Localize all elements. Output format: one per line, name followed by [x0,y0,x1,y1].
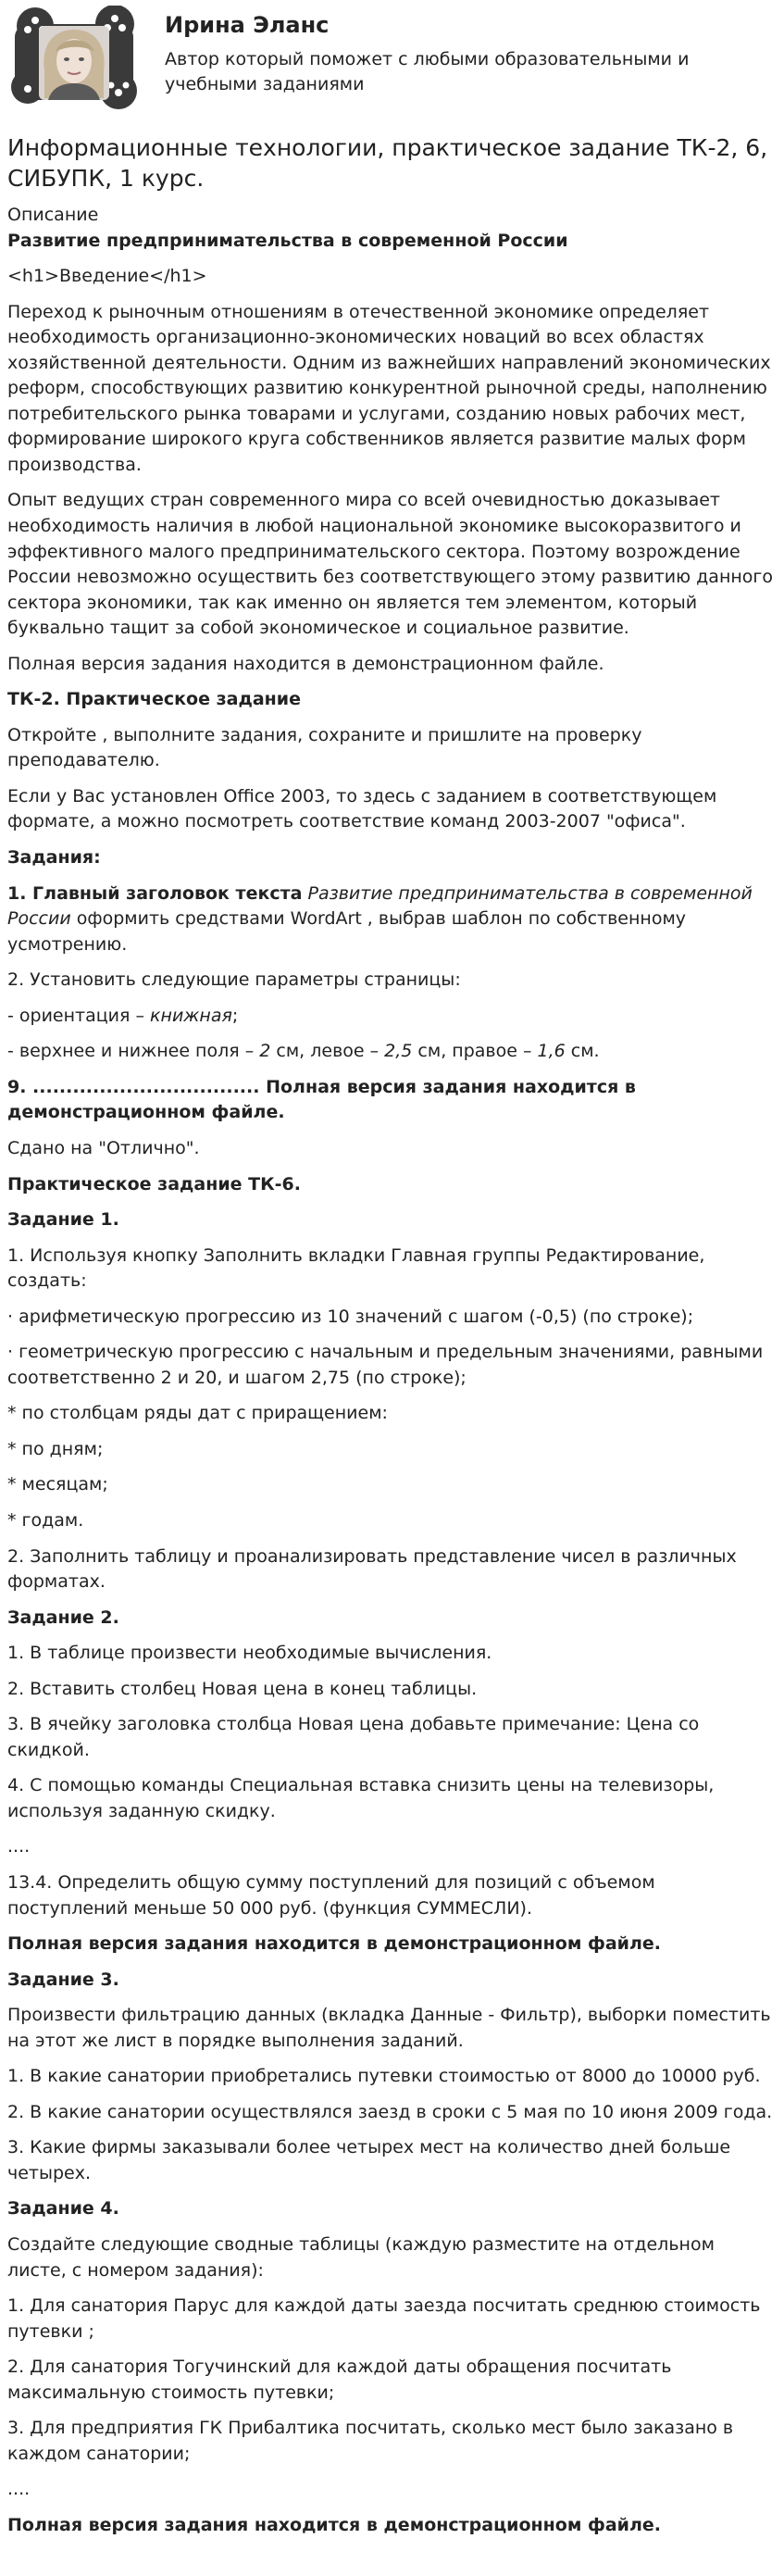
orientation-prefix: - ориентация – [7,1005,151,1026]
tk2-open-instruction: Откройте , выполните задания, сохраните и пришлите на проверку преподавателю. [7,724,642,771]
author-name[interactable]: Ирина Эланс [165,12,330,38]
z2-item: 2. Вставить столбец Новая цена в конец таблицы. [7,1678,478,1699]
z1-item: * месяцам; [7,1474,108,1495]
task-1-rest: оформить средствами WordArt , выбрав шаблон по собственному усмотрению. [7,908,687,955]
full-version-note: Полная версия задания находится в демонстрационном файле. [7,2514,662,2535]
topic-heading: Развитие предпринимательства в современной России [7,230,568,251]
z4-item: 3. Для предприятия ГК Прибалтика посчитать, сколько мест было заказано в каждом санатории; [7,2418,734,2464]
task-2: 2. Установить следующие параметры страницы: [7,969,461,991]
orientation-suffix: ; [231,1005,239,1026]
author-info [165,6,720,97]
margins-part-4: см. [565,1041,600,1062]
z1-item: * по столбцам ряды дат с приращением: [7,1403,388,1424]
margins-part-3: см, правое – [412,1041,538,1062]
orientation-line [7,1004,777,1030]
z1-item: · геометрическую прогрессию с начальным и предельным значениями, равными соответственно 2 и 20, и шагом 2,75 (по строке); [7,1342,764,1388]
margins-value-1: 2 [259,1041,271,1062]
task-1-label: 1. Главный заголовок текста [7,882,303,904]
z4-item: 2. Для санатория Тогучинский для каждой даты обращения посчитать максимальную стоимость путевки; [7,2357,672,2403]
z4-item: 1. Для санатория Парус для каждой даты заезда посчитать среднюю стоимость путевки ; [7,2295,761,2342]
z1-item: * по дням; [7,1438,104,1459]
full-version-note: Полная версия задания находится в демонстрационном файле. [7,1933,662,1955]
full-version-note: Полная версия задания находится в демонстрационном файле. [7,653,604,674]
intro-tag-text: <h1>Введение</h1> [7,266,207,287]
z4-item: Создайте следующие сводные таблицы (каждую разместите на отдельном листе, с номером задания): [7,2234,715,2281]
task-1 [7,882,777,958]
z3-item: 2. В какие санатории осуществлялся заезд в сроки с 5 мая по 10 июня 2009 года. [7,2101,773,2122]
z3-item: Произвести фильтрацию данных (вкладка Данные - Фильтр), выборки поместить на этот же лист в порядке выполнения заданий. [7,2005,771,2051]
z1-item: 1. Используя кнопку Заполнить вкладки Главная группы Редактирование, создать: [7,1244,705,1292]
author-avatar[interactable] [7,6,141,117]
z2-item: 13.4. Определить общую сумму поступлений для позиций с объемом поступлений меньше 50 000 руб. (функция СУММЕСЛИ). [7,1871,655,1919]
z2-dots: .... [7,1836,31,1857]
z1-item: * годам. [7,1509,84,1531]
film-reel-avatar-icon [7,6,141,117]
tk2-title: ТК-2. Практическое задание [7,689,301,710]
margins-value-3: 1,6 [537,1041,566,1062]
z3-item: 1. В какие санатории приобретались путевки стоимостью от 8000 до 10000 руб. [7,2066,761,2087]
tk2-office-note: Если у Вас установлен Office 2003, то здесь с заданием в соответствующем формате, а можно посмотреть соответствие команд 2003-2007 "офиса". [7,785,717,832]
margins-part-2: см, левое – [270,1041,385,1062]
z3-title: Задание 3. [7,1969,119,1990]
orientation-value: книжная [150,1005,232,1026]
task-1-italic: Развитие предпринимательства в современной России [7,882,753,930]
description-label: Описание [7,205,99,225]
z2-item: 1. В таблице произвести необходимые вычисления. [7,1643,492,1664]
margins-part-1: - верхнее и нижнее поля – [7,1041,260,1062]
z2-item: 4. С помощью команды Специальная вставка снизить цены на телевизоры, используя заданную скидку. [7,1775,715,1821]
page-title: Информационные технологии, практическое задание ТК-2, 6, СИБУПК, 1 курс. [7,134,768,192]
z2-item: 3. В ячейку заголовка столбца Новая цена добавьте примечание: Цена со скидкой. [7,1714,700,1760]
paragraph-2: Опыт ведущих стран современного мира со всей очевидностью доказывает необходимость наличия в любой национальной экономике высокоразвитого и эффективного малого предпринимательского сектора. Поэтому возрождение России невозможно осуществить без соответствующего этому развитию данного сектора экономики, так как именно он является тем элементом, который буквально тащит за собой экономическое и социальное развитие. [7,490,774,639]
author-description: Автор который поможет с любыми образовательными и учебными заданиями [165,48,690,94]
tasks-label: Задания: [7,847,101,869]
z3-item: 3. Какие фирмы заказывали более четырех мест на количество дней больше четырех. [7,2137,731,2183]
task-9: 9. .................................. Полная версия задания находится в демонстрационном файле. [7,1076,636,1123]
z4-title: Задание 4. [7,2198,119,2220]
author-card [7,0,777,117]
z4-dots: .... [7,2479,31,2500]
z1-title: Задание 1. [7,1209,119,1231]
margins-value-2: 2,5 [384,1041,413,1062]
z2-title: Задание 2. [7,1607,119,1628]
margins-line [7,1039,777,1065]
z1-item: 2. Заполнить таблицу и проанализировать представление чисел в различных форматах. [7,1545,737,1593]
tk6-title: Практическое задание ТК-6. [7,1173,301,1194]
passed-note: Сдано на "Отлично". [7,1137,200,1158]
paragraph-1: Переход к рыночным отношениям в отечественной экономике определяет необходимость организационно-экономических новаций во всех областях хозяйственной деятельности. Одним из важнейших направлений экономических реформ, способствующих развитию конкурентной рыночной среды, наполнению потребительского рынка товарами и услугами, созданию новых рабочих мест, формирование широкого круга собственников является развитие малых форм производства. [7,301,771,475]
z1-item: · арифметическую прогрессию из 10 значений с шагом (-0,5) (по строке); [7,1306,694,1327]
